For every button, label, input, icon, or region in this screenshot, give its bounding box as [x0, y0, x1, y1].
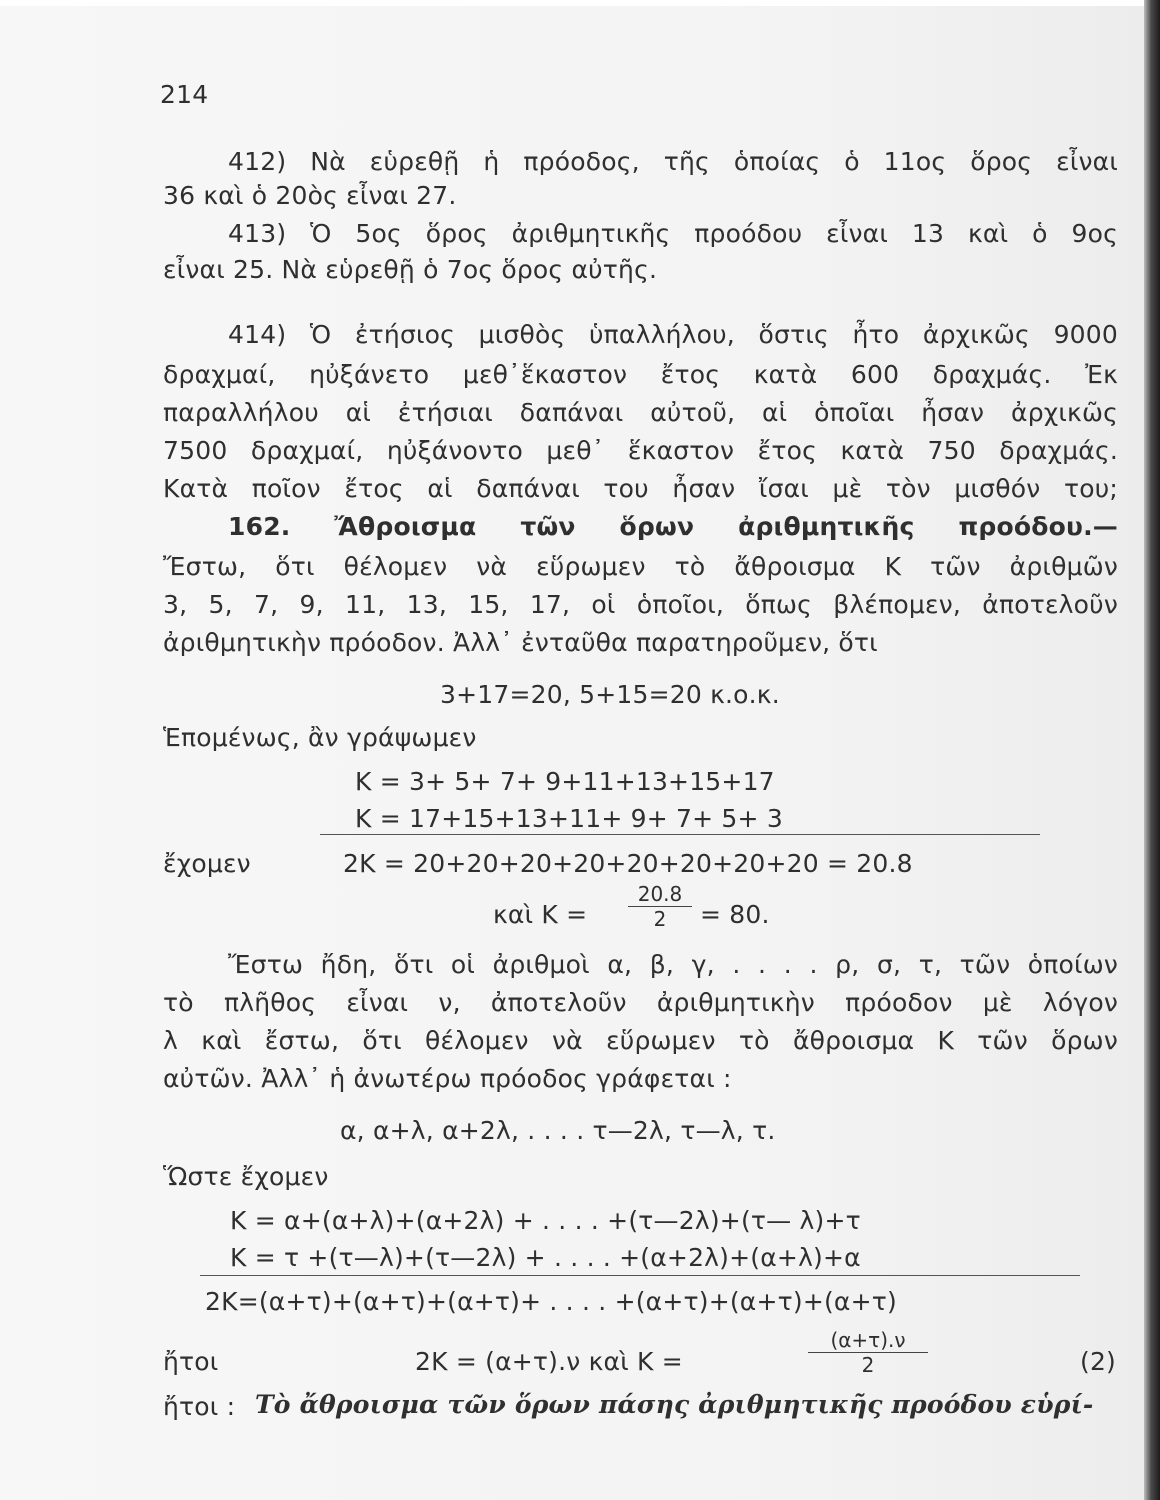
page-number: 214 [160, 80, 209, 109]
general-sum-2: Κ = τ +(τ—λ)+(τ—2λ) + . . . . +(α+2λ)+(α+λ)+α [230, 1243, 861, 1272]
section-p2-line2: τὸ πλῆθος εἶναι ν, ἀποτελοῦν ἀριθμητικὴν πρόοδον μὲ λόγον [163, 988, 1118, 1017]
general-sum-total: 2Κ=(α+τ)+(α+τ)+(α+τ)+ . . . . +(α+τ)+(α+τ)+(α+τ) [205, 1287, 897, 1316]
section-p2-line3: λ καὶ ἔστω, ὅτι θέλομεν νὰ εὕρωμεν τὸ ἄθροισμα Κ τῶν ὅρων [163, 1026, 1118, 1055]
oste-label: Ὥστε ἔχομεν [163, 1162, 329, 1191]
sum-line-1: Κ = 3+ 5+ 7+ 9+11+13+15+17 [355, 767, 775, 796]
exercise-414-line2: δραχμαί, ηὐξάνετο μεθ᾽ἕκαστον ἔτος κατὰ 600 δραχμάς. Ἐκ [163, 360, 1118, 389]
section-p1-line1: Ἔστω, ὅτι θέλομεν νὰ εὕρωμεν τὸ ἄθροισμα Κ τῶν ἀριθμῶν [163, 552, 1118, 581]
general-sum-1: Κ = α+(α+λ)+(α+2λ) + . . . . +(τ—2λ)+(τ— λ)+τ [230, 1206, 861, 1235]
section-p2-line4: αὐτῶν. Ἀλλ᾽ ἡ ἀνωτέρω πρόοδος γράφεται : [163, 1064, 732, 1093]
exercise-414-line3: παραλλήλου αἱ ἐτήσιαι δαπάναι αὐτοῦ, αἱ ὁποῖαι ἦσαν ἀρχικῶς [163, 398, 1118, 427]
exercise-414-line4: 7500 δραχμαί, ηὐξάνοντο μεθ᾽ ἕκαστον ἔτος κατὰ 750 δραχμάς. [163, 436, 1118, 465]
exercise-413-line1: 413) Ὁ 5ος ὅρος ἀριθμητικῆς προόδου εἶναι 13 καὶ ὁ 9ος [228, 219, 1118, 248]
equation-pairs: 3+17=20, 5+15=20 κ.ο.κ. [440, 680, 780, 709]
k-result-lhs: καὶ Κ = [493, 900, 588, 929]
exercise-412-line1: 412) Νὰ εὑρεθῇ ἡ πρόοδος, τῆς ὁποίας ὁ 11ος ὅρος εἶναι [228, 147, 1118, 176]
page-top-edge [0, 0, 1160, 6]
sum-line-2: Κ = 17+15+13+11+ 9+ 7+ 5+ 3 [355, 804, 783, 833]
final-fraction [808, 1328, 928, 1377]
section-p2-line1: Ἔστω ἤδη, ὅτι οἱ ἀριθμοὶ α, β, γ, . . . . ρ, σ, τ, τῶν ὁποίων [228, 950, 1118, 979]
page-binding-shadow [1144, 0, 1160, 1500]
exercise-413-line2: εἶναι 25. Νὰ εὑρεθῇ ὁ 7ος ὅρος αὐτῆς. [163, 255, 658, 284]
exercise-414-line5: Κατὰ ποῖον ἔτος αἱ δαπάναι του ἦσαν ἴσαι μὲ τὸν μισθόν του; [163, 474, 1118, 503]
sequence-line: α, α+λ, α+2λ, . . . . τ—2λ, τ—λ, τ. [340, 1116, 776, 1145]
k-result-rhs: = 80. [700, 900, 770, 929]
sum-total: 2Κ = 20+20+20+20+20+20+20+20 = 20.8 [343, 849, 913, 878]
last-line-prefix: ἤτοι : [163, 1392, 236, 1421]
k-fraction-numerator: 20.8 [628, 882, 692, 907]
last-line-italic: Τὸ ἄθροισμα τῶν ὅρων πάσης ἀριθμητικῆς προόδου εὑρί- [255, 1390, 1094, 1419]
section-heading: 162. Ἄθροισμα τῶν ὅρων ἀριθμητικῆς προόδου.— [228, 512, 1118, 541]
k-fraction [628, 882, 692, 931]
k-fraction-denominator: 2 [653, 907, 667, 931]
exercise-412-line2: 36 καὶ ὁ 20ὸς εἶναι 27. [163, 181, 457, 210]
sum-rule-2 [200, 1275, 1080, 1276]
exomen-label: ἔχομεν [163, 849, 251, 878]
exercise-414-line1: 414) Ὁ ἐτήσιος μισθὸς ὑπαλλήλου, ὅστις ἦτο ἀρχικῶς 9000 [228, 320, 1118, 349]
section-p1-line3: ἀριθμητικὴν πρόοδον. Ἀλλ᾽ ἐνταῦθα παρατηροῦμεν, ὅτι [163, 628, 878, 657]
sum-rule-1 [320, 834, 1040, 835]
equation-number: (2) [1080, 1347, 1117, 1376]
itoi-label: ἤτοι [163, 1347, 219, 1376]
final-formula-lhs: 2Κ = (α+τ).ν καὶ Κ = [415, 1347, 683, 1376]
final-fraction-numerator: (α+τ).ν [808, 1328, 928, 1353]
epomenos-text: Ἑπομένως, ἂν γράψωμεν [163, 723, 477, 752]
final-fraction-denominator: 2 [861, 1353, 875, 1377]
section-p1-line2: 3, 5, 7, 9, 11, 13, 15, 17, οἱ ὁποῖοι, ὅπως βλέπομεν, ἀποτελοῦν [163, 590, 1118, 619]
